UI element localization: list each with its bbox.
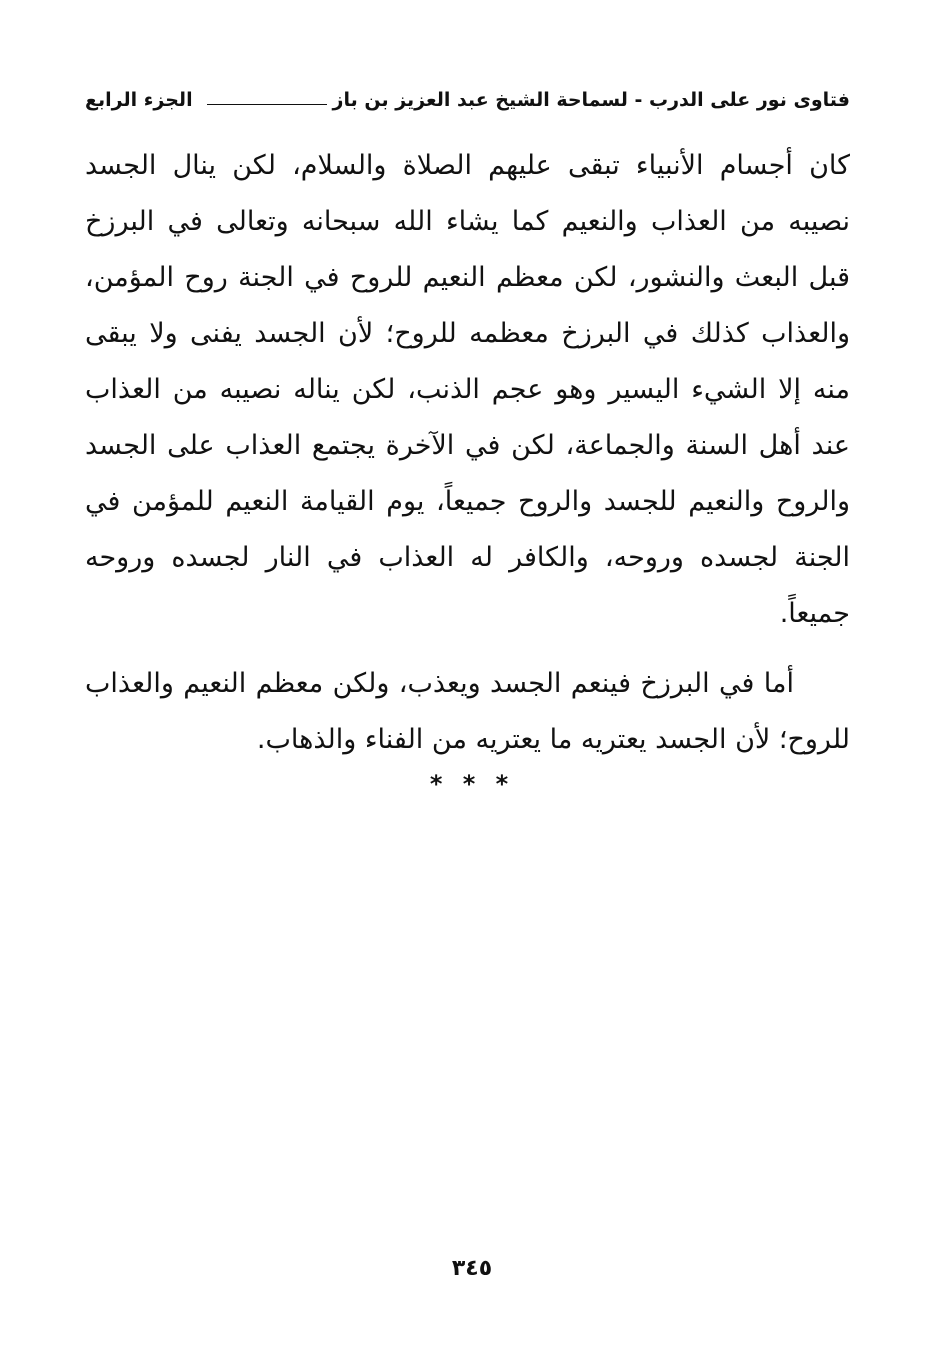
running-header bbox=[85, 78, 850, 122]
header-title: فتاوى نور على الدرب - لسماحة الشيخ عبد العزيز بن باز bbox=[332, 89, 850, 111]
header-volume: الجزء الرابع bbox=[85, 89, 193, 111]
paragraph-2: أما في البرزخ فينعم الجسد ويعذب، ولكن معظم النعيم والعذاب للروح؛ لأن الجسد يعتريه ما يعتريه من الفناء والذهاب. bbox=[85, 668, 850, 755]
section-separator: * * * bbox=[429, 770, 515, 798]
page-number: ٣٤٥ bbox=[451, 1256, 493, 1281]
header-rule bbox=[207, 104, 327, 105]
body-text bbox=[85, 138, 850, 768]
paragraph-1: كان أجسام الأنبياء تبقى عليهم الصلاة والسلام، لكن ينال الجسد نصيبه من العذاب والنعيم كما يشاء الله سبحانه وتعالى في البرزخ قبل البعث والنشور، لكن معظم النعيم للروح في الجنة روح المؤمن، والعذاب كذلك في البرزخ معظمه للروح؛ لأن الجسد يفنى ولا يبقى منه إلا الشيء اليسير وهو عجم الذنب، لكن يناله نصيبه من العذاب عند أهل السنة والجماعة، لكن في الآخرة يجتمع العذاب على الجسد والروح والنعيم للجسد والروح جميعاً، يوم القيامة النعيم للمؤمن في الجنة لجسده وروحه، والكافر له العذاب في النار لجسده وروحه جميعاً. bbox=[85, 150, 850, 629]
